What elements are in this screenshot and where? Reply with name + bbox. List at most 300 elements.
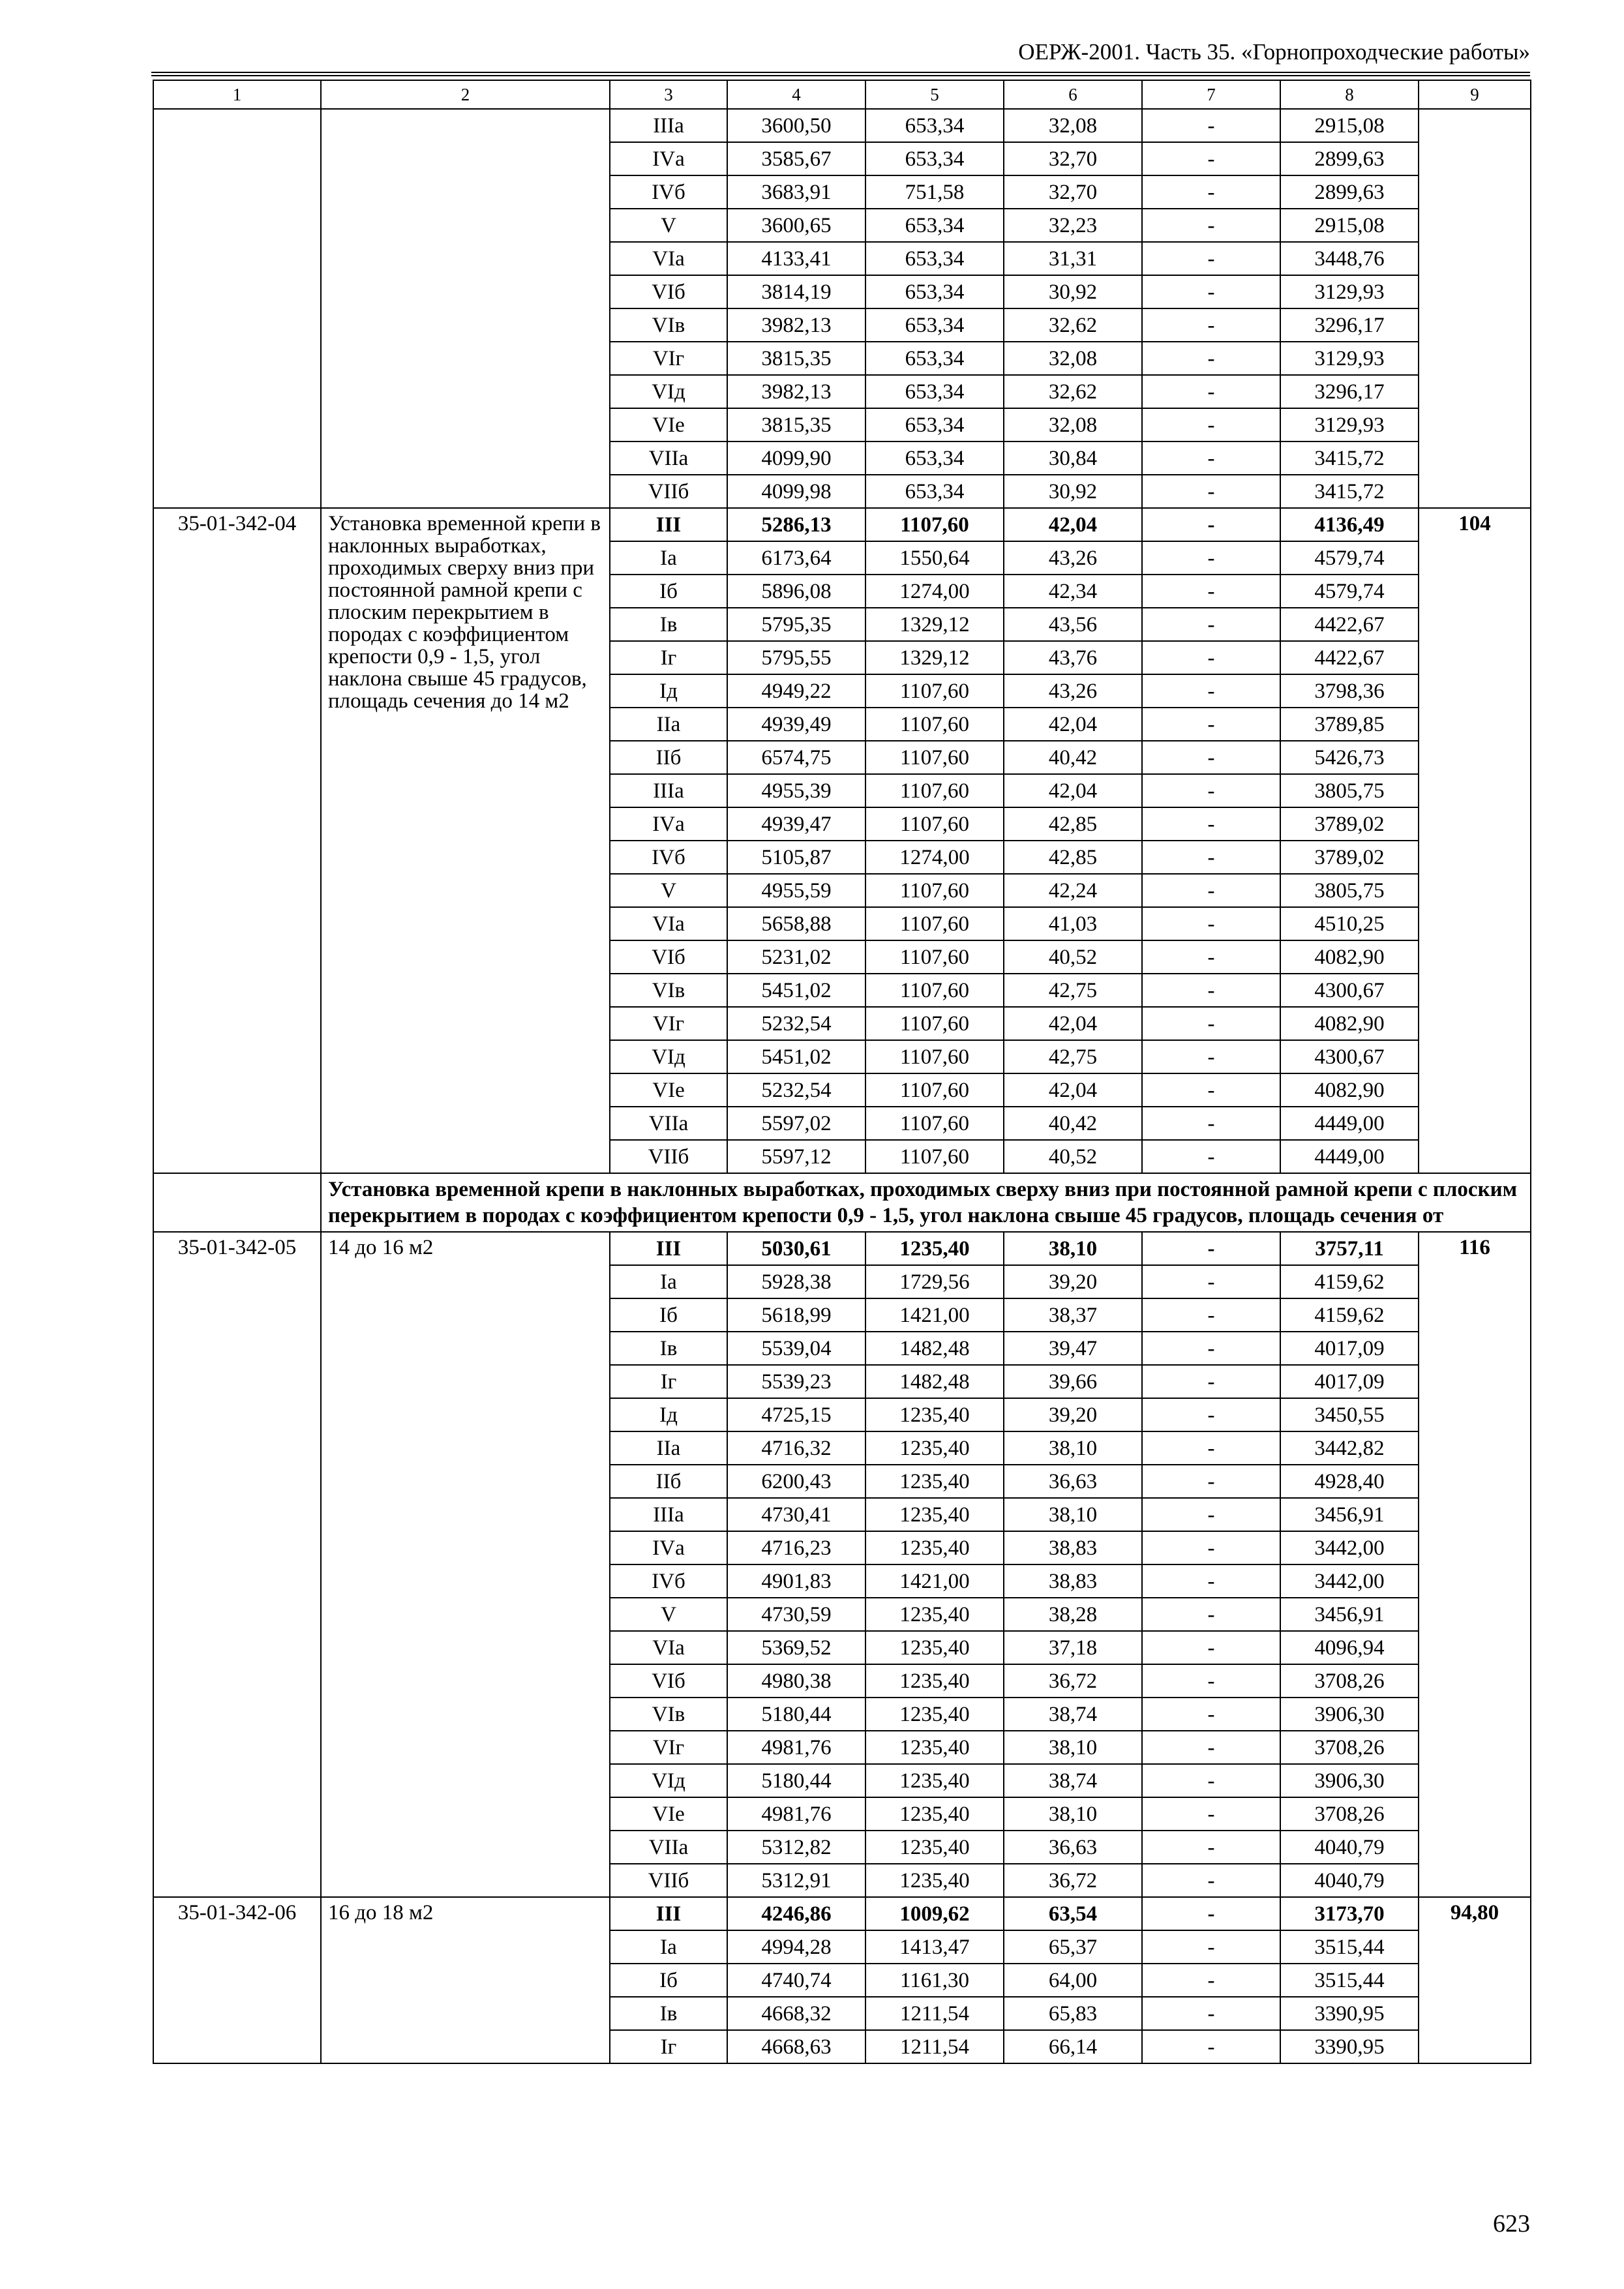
- wages-cell: 1482,48: [865, 1365, 1004, 1398]
- total-cost-cell: 5658,88: [727, 907, 865, 940]
- machinists-wages-cell: -: [1142, 1964, 1280, 1997]
- materials-cell: 4082,90: [1280, 940, 1419, 974]
- running-header: ОЕРЖ-2001. Часть 35. «Горнопроходческие работы»: [1018, 39, 1530, 65]
- wages-cell: 1235,40: [865, 1797, 1004, 1831]
- total-cost-cell: 5180,44: [727, 1698, 865, 1731]
- machinists-wages-cell: -: [1142, 1664, 1280, 1698]
- materials-cell: 4300,67: [1280, 974, 1419, 1007]
- labor-cell: [1419, 109, 1531, 508]
- labor-cell: 116: [1419, 1232, 1531, 1897]
- price-table: [153, 80, 1531, 2064]
- machinists-wages-cell: -: [1142, 242, 1280, 275]
- machines-cell: 40,42: [1004, 1107, 1142, 1140]
- machines-cell: 43,26: [1004, 674, 1142, 708]
- machinists-wages-cell: -: [1142, 974, 1280, 1007]
- wages-cell: 653,34: [865, 441, 1004, 475]
- machinists-wages-cell: -: [1142, 1831, 1280, 1864]
- materials-cell: 2899,63: [1280, 142, 1419, 175]
- total-cost-cell: 5312,82: [727, 1831, 865, 1864]
- column-number: 5: [865, 80, 1004, 109]
- machinists-wages-cell: -: [1142, 1531, 1280, 1564]
- machines-cell: 32,23: [1004, 209, 1142, 242]
- materials-cell: 3906,30: [1280, 1764, 1419, 1797]
- total-cost-cell: 4949,22: [727, 674, 865, 708]
- column-number: 7: [1142, 80, 1280, 109]
- wages-cell: 1009,62: [865, 1897, 1004, 1930]
- machines-cell: 32,70: [1004, 175, 1142, 209]
- machines-cell: 42,04: [1004, 708, 1142, 741]
- wages-cell: 1107,60: [865, 807, 1004, 841]
- class-cell: IVа: [610, 142, 727, 175]
- class-cell: VIб: [610, 940, 727, 974]
- class-cell: Iв: [610, 1332, 727, 1365]
- machines-cell: 38,28: [1004, 1598, 1142, 1631]
- materials-cell: 4422,67: [1280, 608, 1419, 641]
- machinists-wages-cell: -: [1142, 2030, 1280, 2063]
- class-cell: III: [610, 508, 727, 541]
- wages-cell: 1235,40: [865, 1631, 1004, 1664]
- column-number: 6: [1004, 80, 1142, 109]
- machinists-wages-cell: -: [1142, 1698, 1280, 1731]
- total-cost-cell: 5451,02: [727, 1040, 865, 1073]
- class-cell: IIа: [610, 708, 727, 741]
- wages-cell: 1235,40: [865, 1398, 1004, 1431]
- class-cell: IVб: [610, 175, 727, 209]
- class-cell: Iб: [610, 1298, 727, 1332]
- machines-cell: 65,37: [1004, 1930, 1142, 1964]
- machines-cell: 32,08: [1004, 342, 1142, 375]
- wages-cell: 1329,12: [865, 608, 1004, 641]
- class-cell: VIIб: [610, 475, 727, 508]
- machines-cell: 43,26: [1004, 541, 1142, 575]
- total-cost-cell: 6200,43: [727, 1465, 865, 1498]
- machines-cell: 38,37: [1004, 1298, 1142, 1332]
- machinists-wages-cell: -: [1142, 1997, 1280, 2030]
- wages-cell: 1107,60: [865, 1073, 1004, 1107]
- total-cost-cell: 4246,86: [727, 1897, 865, 1930]
- machines-cell: 40,42: [1004, 741, 1142, 774]
- description-cell: 16 до 18 м2: [321, 1897, 610, 2063]
- wages-cell: 653,34: [865, 275, 1004, 308]
- machines-cell: 38,83: [1004, 1531, 1142, 1564]
- machinists-wages-cell: -: [1142, 475, 1280, 508]
- machinists-wages-cell: -: [1142, 1332, 1280, 1365]
- class-cell: VIд: [610, 375, 727, 408]
- machinists-wages-cell: -: [1142, 674, 1280, 708]
- class-cell: IVа: [610, 1531, 727, 1564]
- wages-cell: 1235,40: [865, 1498, 1004, 1531]
- machines-cell: 38,10: [1004, 1498, 1142, 1531]
- class-cell: V: [610, 874, 727, 907]
- wages-cell: 1274,00: [865, 575, 1004, 608]
- total-cost-cell: 4099,90: [727, 441, 865, 475]
- total-cost-cell: 6173,64: [727, 541, 865, 575]
- materials-cell: 3442,00: [1280, 1564, 1419, 1598]
- machines-cell: 42,04: [1004, 508, 1142, 541]
- wages-cell: 1235,40: [865, 1598, 1004, 1631]
- column-number: 3: [610, 80, 727, 109]
- materials-cell: 3129,93: [1280, 408, 1419, 441]
- materials-cell: 3757,11: [1280, 1232, 1419, 1265]
- wages-cell: 1107,60: [865, 674, 1004, 708]
- machinists-wages-cell: -: [1142, 1465, 1280, 1498]
- class-cell: VIд: [610, 1764, 727, 1797]
- class-cell: IIб: [610, 741, 727, 774]
- wages-cell: 1235,40: [865, 1465, 1004, 1498]
- wages-cell: 1235,40: [865, 1731, 1004, 1764]
- machines-cell: 38,74: [1004, 1764, 1142, 1797]
- machines-cell: 32,08: [1004, 109, 1142, 142]
- machinists-wages-cell: -: [1142, 907, 1280, 940]
- wages-cell: 1235,40: [865, 1431, 1004, 1465]
- machines-cell: 38,83: [1004, 1564, 1142, 1598]
- table-body: [153, 80, 1531, 2063]
- class-cell: Iв: [610, 608, 727, 641]
- materials-cell: 3515,44: [1280, 1930, 1419, 1964]
- machines-cell: 36,72: [1004, 1864, 1142, 1897]
- wages-cell: 1235,40: [865, 1764, 1004, 1797]
- machinists-wages-cell: -: [1142, 940, 1280, 974]
- total-cost-cell: 4716,32: [727, 1431, 865, 1465]
- table-row: [153, 109, 1531, 142]
- machinists-wages-cell: -: [1142, 641, 1280, 674]
- machines-cell: 37,18: [1004, 1631, 1142, 1664]
- materials-cell: 4096,94: [1280, 1631, 1419, 1664]
- total-cost-cell: 5105,87: [727, 841, 865, 874]
- materials-cell: 4040,79: [1280, 1864, 1419, 1897]
- machines-cell: 42,04: [1004, 774, 1142, 807]
- total-cost-cell: 4099,98: [727, 475, 865, 508]
- wages-cell: 1235,40: [865, 1232, 1004, 1265]
- class-cell: Iв: [610, 1997, 727, 2030]
- labor-cell: 94,80: [1419, 1897, 1531, 2063]
- machines-cell: 30,92: [1004, 275, 1142, 308]
- class-cell: VIе: [610, 408, 727, 441]
- wages-cell: 1107,60: [865, 1007, 1004, 1040]
- machines-cell: 42,85: [1004, 841, 1142, 874]
- total-cost-cell: 5618,99: [727, 1298, 865, 1332]
- class-cell: VIа: [610, 242, 727, 275]
- wages-cell: 1107,60: [865, 708, 1004, 741]
- machines-cell: 42,85: [1004, 807, 1142, 841]
- wages-cell: 653,34: [865, 342, 1004, 375]
- machinists-wages-cell: -: [1142, 708, 1280, 741]
- materials-cell: 4449,00: [1280, 1140, 1419, 1173]
- total-cost-cell: 5231,02: [727, 940, 865, 974]
- machines-cell: 42,24: [1004, 874, 1142, 907]
- section-heading-row: [153, 1173, 1531, 1232]
- materials-cell: 3173,70: [1280, 1897, 1419, 1930]
- class-cell: IVб: [610, 1564, 727, 1598]
- total-cost-cell: 5597,02: [727, 1107, 865, 1140]
- wages-cell: 1211,54: [865, 2030, 1004, 2063]
- materials-cell: 3456,91: [1280, 1498, 1419, 1531]
- machines-cell: 39,20: [1004, 1398, 1142, 1431]
- total-cost-cell: 4955,59: [727, 874, 865, 907]
- column-number-row: [153, 80, 1531, 109]
- materials-cell: 3442,00: [1280, 1531, 1419, 1564]
- machines-cell: 38,10: [1004, 1431, 1142, 1465]
- column-number: 1: [153, 80, 321, 109]
- total-cost-cell: 3815,35: [727, 408, 865, 441]
- class-cell: VIб: [610, 275, 727, 308]
- machinists-wages-cell: -: [1142, 541, 1280, 575]
- wages-cell: 1211,54: [865, 1997, 1004, 2030]
- class-cell: IIб: [610, 1465, 727, 1498]
- materials-cell: 4579,74: [1280, 541, 1419, 575]
- machinists-wages-cell: -: [1142, 1073, 1280, 1107]
- class-cell: VIIа: [610, 1831, 727, 1864]
- materials-cell: 3708,26: [1280, 1797, 1419, 1831]
- machinists-wages-cell: -: [1142, 1897, 1280, 1930]
- wages-cell: 653,34: [865, 308, 1004, 342]
- machines-cell: 32,70: [1004, 142, 1142, 175]
- materials-cell: 3296,17: [1280, 375, 1419, 408]
- wages-cell: 1107,60: [865, 1107, 1004, 1140]
- machinists-wages-cell: -: [1142, 441, 1280, 475]
- machinists-wages-cell: -: [1142, 308, 1280, 342]
- materials-cell: 3805,75: [1280, 874, 1419, 907]
- materials-cell: 2915,08: [1280, 209, 1419, 242]
- total-cost-cell: 5597,12: [727, 1140, 865, 1173]
- class-cell: VIд: [610, 1040, 727, 1073]
- code-cell: 35-01-342-06: [153, 1897, 321, 2063]
- wages-cell: 1107,60: [865, 974, 1004, 1007]
- total-cost-cell: 5539,04: [727, 1332, 865, 1365]
- total-cost-cell: 4955,39: [727, 774, 865, 807]
- machines-cell: 38,10: [1004, 1232, 1142, 1265]
- total-cost-cell: 4980,38: [727, 1664, 865, 1698]
- materials-cell: 3415,72: [1280, 475, 1419, 508]
- class-cell: III: [610, 1232, 727, 1265]
- total-cost-cell: 5232,54: [727, 1073, 865, 1107]
- class-cell: IVб: [610, 841, 727, 874]
- class-cell: IIIа: [610, 1498, 727, 1531]
- total-cost-cell: 4939,47: [727, 807, 865, 841]
- machines-cell: 32,62: [1004, 375, 1142, 408]
- class-cell: Iг: [610, 2030, 727, 2063]
- wages-cell: 653,34: [865, 475, 1004, 508]
- machines-cell: 39,47: [1004, 1332, 1142, 1365]
- class-cell: VIа: [610, 907, 727, 940]
- class-cell: VIв: [610, 308, 727, 342]
- materials-cell: 3789,02: [1280, 807, 1419, 841]
- machines-cell: 38,10: [1004, 1731, 1142, 1764]
- class-cell: IIа: [610, 1431, 727, 1465]
- class-cell: VIг: [610, 342, 727, 375]
- total-cost-cell: 4730,59: [727, 1598, 865, 1631]
- machinists-wages-cell: -: [1142, 807, 1280, 841]
- wages-cell: 1329,12: [865, 641, 1004, 674]
- class-cell: V: [610, 209, 727, 242]
- class-cell: VIе: [610, 1797, 727, 1831]
- machinists-wages-cell: -: [1142, 741, 1280, 774]
- machinists-wages-cell: -: [1142, 1140, 1280, 1173]
- machinists-wages-cell: -: [1142, 342, 1280, 375]
- machines-cell: 40,52: [1004, 1140, 1142, 1173]
- total-cost-cell: 4981,76: [727, 1797, 865, 1831]
- column-number: 9: [1419, 80, 1531, 109]
- machines-cell: 31,31: [1004, 242, 1142, 275]
- materials-cell: 4082,90: [1280, 1007, 1419, 1040]
- machines-cell: 32,08: [1004, 408, 1142, 441]
- total-cost-cell: 3600,65: [727, 209, 865, 242]
- machines-cell: 36,63: [1004, 1831, 1142, 1864]
- materials-cell: 5426,73: [1280, 741, 1419, 774]
- class-cell: Iг: [610, 641, 727, 674]
- column-number: 2: [321, 80, 610, 109]
- total-cost-cell: 3982,13: [727, 375, 865, 408]
- machinists-wages-cell: -: [1142, 109, 1280, 142]
- machinists-wages-cell: -: [1142, 508, 1280, 541]
- machines-cell: 41,03: [1004, 907, 1142, 940]
- class-cell: III: [610, 1897, 727, 1930]
- machines-cell: 36,72: [1004, 1664, 1142, 1698]
- machines-cell: 42,34: [1004, 575, 1142, 608]
- header-rule: [151, 72, 1530, 76]
- wages-cell: 653,34: [865, 209, 1004, 242]
- wages-cell: 1413,47: [865, 1930, 1004, 1964]
- materials-cell: 4579,74: [1280, 575, 1419, 608]
- machinists-wages-cell: -: [1142, 1631, 1280, 1664]
- materials-cell: 4017,09: [1280, 1332, 1419, 1365]
- materials-cell: 4422,67: [1280, 641, 1419, 674]
- wages-cell: 1235,40: [865, 1864, 1004, 1897]
- total-cost-cell: 5896,08: [727, 575, 865, 608]
- wages-cell: 1235,40: [865, 1831, 1004, 1864]
- machinists-wages-cell: -: [1142, 874, 1280, 907]
- total-cost-cell: 5451,02: [727, 974, 865, 1007]
- wages-cell: 1107,60: [865, 774, 1004, 807]
- materials-cell: 3296,17: [1280, 308, 1419, 342]
- machines-cell: 30,92: [1004, 475, 1142, 508]
- materials-cell: 4159,62: [1280, 1265, 1419, 1298]
- total-cost-cell: 5539,23: [727, 1365, 865, 1398]
- column-number: 8: [1280, 80, 1419, 109]
- materials-cell: 4300,67: [1280, 1040, 1419, 1073]
- machines-cell: 38,10: [1004, 1797, 1142, 1831]
- total-cost-cell: 3982,13: [727, 308, 865, 342]
- machinists-wages-cell: -: [1142, 1598, 1280, 1631]
- machinists-wages-cell: -: [1142, 841, 1280, 874]
- column-number: 4: [727, 80, 865, 109]
- materials-cell: 3789,85: [1280, 708, 1419, 741]
- materials-cell: 4449,00: [1280, 1107, 1419, 1140]
- class-cell: Iб: [610, 1964, 727, 1997]
- class-cell: Iг: [610, 1365, 727, 1398]
- machinists-wages-cell: -: [1142, 1731, 1280, 1764]
- machines-cell: 42,04: [1004, 1007, 1142, 1040]
- materials-cell: 3708,26: [1280, 1664, 1419, 1698]
- total-cost-cell: 3814,19: [727, 275, 865, 308]
- materials-cell: 3456,91: [1280, 1598, 1419, 1631]
- materials-cell: 3415,72: [1280, 441, 1419, 475]
- class-cell: VIа: [610, 1631, 727, 1664]
- wages-cell: 1107,60: [865, 940, 1004, 974]
- wages-cell: 1107,60: [865, 508, 1004, 541]
- machinists-wages-cell: -: [1142, 1797, 1280, 1831]
- total-cost-cell: 5795,55: [727, 641, 865, 674]
- materials-cell: 3129,93: [1280, 275, 1419, 308]
- description-cell: [321, 109, 610, 508]
- class-cell: IIIа: [610, 774, 727, 807]
- total-cost-cell: 5030,61: [727, 1232, 865, 1265]
- materials-cell: 3515,44: [1280, 1964, 1419, 1997]
- table-row: [153, 1897, 1531, 1930]
- code-cell: 35-01-342-04: [153, 508, 321, 1173]
- wages-cell: 1482,48: [865, 1332, 1004, 1365]
- materials-cell: 3390,95: [1280, 1997, 1419, 2030]
- class-cell: VIIб: [610, 1864, 727, 1897]
- class-cell: Iд: [610, 1398, 727, 1431]
- total-cost-cell: 5286,13: [727, 508, 865, 541]
- class-cell: Iа: [610, 541, 727, 575]
- class-cell: VIв: [610, 1698, 727, 1731]
- wages-cell: 1161,30: [865, 1964, 1004, 1997]
- machinists-wages-cell: -: [1142, 575, 1280, 608]
- wages-cell: 1421,00: [865, 1298, 1004, 1332]
- materials-cell: 4136,49: [1280, 508, 1419, 541]
- total-cost-cell: 3815,35: [727, 342, 865, 375]
- total-cost-cell: 4981,76: [727, 1731, 865, 1764]
- total-cost-cell: 4740,74: [727, 1964, 865, 1997]
- wages-cell: 653,34: [865, 375, 1004, 408]
- machines-cell: 36,63: [1004, 1465, 1142, 1498]
- machinists-wages-cell: -: [1142, 209, 1280, 242]
- machines-cell: 42,04: [1004, 1073, 1142, 1107]
- total-cost-cell: 6574,75: [727, 741, 865, 774]
- machines-cell: 39,66: [1004, 1365, 1142, 1398]
- table-row: [153, 508, 1531, 541]
- total-cost-cell: 4668,32: [727, 1997, 865, 2030]
- total-cost-cell: 4730,41: [727, 1498, 865, 1531]
- materials-cell: 4082,90: [1280, 1073, 1419, 1107]
- total-cost-cell: 3585,67: [727, 142, 865, 175]
- machinists-wages-cell: -: [1142, 1398, 1280, 1431]
- class-cell: Iд: [610, 674, 727, 708]
- total-cost-cell: 4133,41: [727, 242, 865, 275]
- materials-cell: 4928,40: [1280, 1465, 1419, 1498]
- wages-cell: 1107,60: [865, 907, 1004, 940]
- total-cost-cell: 4901,83: [727, 1564, 865, 1598]
- class-cell: IIIа: [610, 109, 727, 142]
- wages-cell: 1107,60: [865, 741, 1004, 774]
- class-cell: Iа: [610, 1930, 727, 1964]
- machines-cell: 38,74: [1004, 1698, 1142, 1731]
- machinists-wages-cell: -: [1142, 608, 1280, 641]
- total-cost-cell: 5795,35: [727, 608, 865, 641]
- machinists-wages-cell: -: [1142, 1298, 1280, 1332]
- table-row: [153, 1232, 1531, 1265]
- class-cell: IVа: [610, 807, 727, 841]
- materials-cell: 4159,62: [1280, 1298, 1419, 1332]
- wages-cell: 751,58: [865, 175, 1004, 209]
- total-cost-cell: 4668,63: [727, 2030, 865, 2063]
- materials-cell: 3906,30: [1280, 1698, 1419, 1731]
- machinists-wages-cell: -: [1142, 1232, 1280, 1265]
- machinists-wages-cell: -: [1142, 1265, 1280, 1298]
- materials-cell: 3798,36: [1280, 674, 1419, 708]
- code-cell: 35-01-342-05: [153, 1232, 321, 1897]
- class-cell: VIIа: [610, 1107, 727, 1140]
- machinists-wages-cell: -: [1142, 1431, 1280, 1465]
- total-cost-cell: 4716,23: [727, 1531, 865, 1564]
- materials-cell: 3789,02: [1280, 841, 1419, 874]
- machinists-wages-cell: -: [1142, 774, 1280, 807]
- total-cost-cell: 4939,49: [727, 708, 865, 741]
- machinists-wages-cell: -: [1142, 1365, 1280, 1398]
- wages-cell: 1274,00: [865, 841, 1004, 874]
